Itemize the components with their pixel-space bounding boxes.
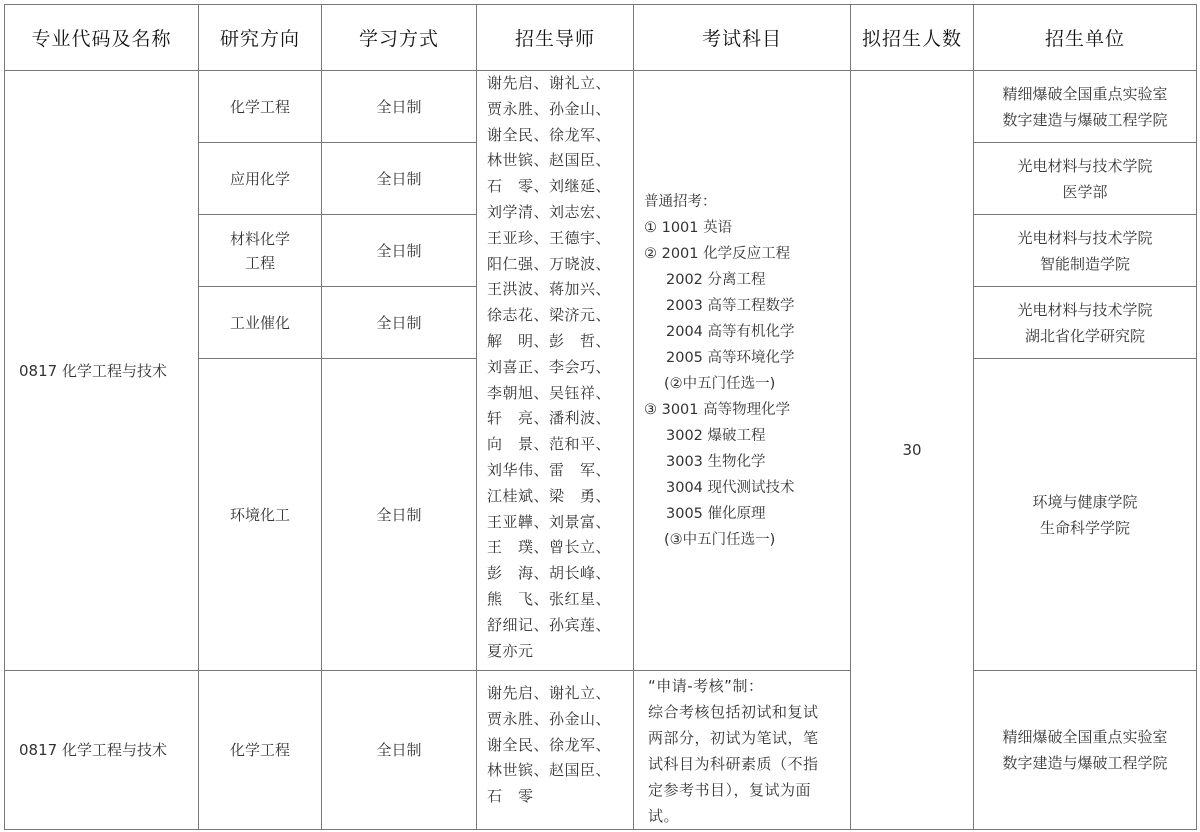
- exam-subjects-cell: [634, 71, 851, 671]
- exam-subject: 2002 分离工程: [666, 271, 766, 288]
- unit-cell: [974, 287, 1197, 359]
- review-line: 综合考核包括初试和复试: [648, 703, 819, 721]
- exam-subject: 3004 现代测试技术: [666, 479, 795, 496]
- unit-cell: [974, 215, 1197, 287]
- advisor-line: 王 璞、曾长立、: [487, 538, 612, 557]
- advisor-line: 阳仁强、万晓波、: [487, 254, 612, 273]
- header-exam-subjects: 考试科目: [634, 5, 851, 71]
- unit-line: 光电材料与技术学院: [1017, 228, 1153, 247]
- advisors-cell: [477, 671, 634, 830]
- study-mode-cell: 全日制: [322, 287, 477, 359]
- advisor-line: 王亚韡、刘景富、: [487, 512, 612, 531]
- unit-line: 数字建造与爆破工程学院: [1002, 110, 1168, 129]
- advisor-line: 林世镔、赵国臣、: [487, 761, 612, 780]
- exam-subject: 3002 爆破工程: [666, 427, 766, 444]
- major-cell: 0817 化学工程与技术: [5, 71, 199, 671]
- advisor-line: 刘喜正、李会巧、: [487, 357, 612, 376]
- direction-cell: [199, 215, 322, 287]
- advisor-line: 李朝旭、吴钰祥、: [487, 383, 612, 402]
- exam-note: (③中五门任选一): [664, 531, 776, 548]
- exam-subject: 3003 生物化学: [666, 453, 766, 470]
- advisors-cell: [477, 71, 634, 671]
- unit-line: 光电材料与技术学院: [1017, 156, 1153, 175]
- direction-cell: 环境化工: [199, 359, 322, 671]
- direction-line: 工程: [244, 253, 275, 272]
- table-row: [5, 671, 1197, 830]
- review-process-cell: [634, 671, 851, 830]
- exam-subject: ① 1001 英语: [644, 219, 733, 236]
- advisor-line: 王亚珍、王德宇、: [487, 228, 612, 247]
- advisor-line: 谢先启、谢礼立、: [487, 684, 612, 702]
- advisor-line: 王洪波、蒋加兴、: [487, 280, 612, 299]
- direction-line: 材料化学: [229, 229, 290, 248]
- review-line: 两部分，初试为笔试，笔: [648, 729, 819, 747]
- advisor-line: 向 景、范和平、: [487, 435, 612, 454]
- advisor-line: 解 明、彭 哲、: [487, 331, 612, 350]
- header-direction: 研究方向: [199, 5, 322, 71]
- unit-line: 精细爆破全国重点实验室: [1002, 84, 1168, 103]
- header-quota: 拟招生人数: [851, 5, 974, 71]
- unit-line: 光电材料与技术学院: [1017, 300, 1153, 319]
- header-advisors: 招生导师: [477, 5, 634, 71]
- exam-title: 普通招考：: [644, 193, 717, 210]
- header-unit: 招生单位: [974, 5, 1197, 71]
- unit-cell: [974, 71, 1197, 143]
- advisor-line: 夏亦元: [487, 641, 534, 660]
- advisor-line: 谢全民、徐龙军、: [487, 125, 612, 144]
- advisor-line: 谢全民、徐龙军、: [487, 735, 612, 754]
- review-line: 试。: [648, 807, 680, 825]
- unit-cell: [974, 671, 1197, 830]
- admissions-table: [4, 4, 1197, 830]
- exam-subject: 2003 高等工程数学: [666, 297, 795, 314]
- header-major: 专业代码及名称: [5, 5, 199, 71]
- unit-line: 精细爆破全国重点实验室: [1002, 728, 1168, 746]
- header-study-mode: 学习方式: [322, 5, 477, 71]
- advisor-line: 熊 飞、张红星、: [487, 589, 612, 608]
- advisor-line: 轩 亮、潘利波、: [487, 409, 612, 428]
- exam-subject: 2005 高等环境化学: [666, 349, 795, 366]
- exam-subject: 3005 催化原理: [666, 505, 766, 522]
- advisor-line: 江桂斌、梁 勇、: [487, 486, 612, 505]
- advisor-line: 谢先启、谢礼立、: [487, 74, 612, 92]
- unit-line: 湖北省化学研究院: [1024, 326, 1145, 345]
- advisor-line: 舒细记、孙宾莲、: [487, 615, 612, 634]
- unit-cell: [974, 143, 1197, 215]
- header-row: [5, 5, 1197, 71]
- advisor-line: 徐志花、梁济元、: [487, 306, 612, 325]
- direction-cell: 化学工程: [199, 71, 322, 143]
- advisor-line: 彭 海、胡长峰、: [487, 564, 612, 583]
- unit-line: 智能制造学院: [1039, 254, 1130, 273]
- unit-line: 生命科学学院: [1039, 518, 1130, 537]
- unit-cell: [974, 359, 1197, 671]
- advisor-line: 贾永胜、孙金山、: [487, 99, 612, 118]
- advisor-line: 石 零: [487, 787, 534, 806]
- direction-cell: 工业催化: [199, 287, 322, 359]
- unit-line: 医学部: [1062, 182, 1108, 201]
- study-mode-cell: 全日制: [322, 215, 477, 287]
- advisor-line: 林世镔、赵国臣、: [487, 151, 612, 170]
- advisor-line: 刘华伟、雷 军、: [487, 460, 612, 479]
- study-mode-cell: 全日制: [322, 671, 477, 830]
- study-mode-cell: 全日制: [322, 71, 477, 143]
- exam-subject: 2004 高等有机化学: [666, 323, 795, 340]
- direction-cell: 化学工程: [199, 671, 322, 830]
- quota-cell: 30: [851, 71, 974, 830]
- study-mode-cell: 全日制: [322, 143, 477, 215]
- unit-line: 环境与健康学院: [1032, 492, 1138, 511]
- unit-line: 数字建造与爆破工程学院: [1002, 754, 1168, 772]
- advisor-line: 石 零、刘继延、: [487, 177, 612, 196]
- advisor-line: 刘学清、刘志宏、: [487, 202, 612, 221]
- table-row: [5, 71, 1197, 143]
- exam-subject: ② 2001 化学反应工程: [644, 245, 791, 262]
- review-line: 试科目为科研素质（不指: [648, 755, 819, 773]
- major-cell: 0817 化学工程与技术: [5, 671, 199, 830]
- study-mode-cell: 全日制: [322, 359, 477, 671]
- advisor-line: 贾永胜、孙金山、: [487, 709, 612, 728]
- exam-note: (②中五门任选一): [664, 375, 776, 392]
- direction-cell: 应用化学: [199, 143, 322, 215]
- review-line: “申请-考核”制：: [648, 677, 764, 695]
- exam-subject: ③ 3001 高等物理化学: [644, 401, 791, 418]
- review-line: 定参考书目），复试为面: [648, 781, 812, 799]
